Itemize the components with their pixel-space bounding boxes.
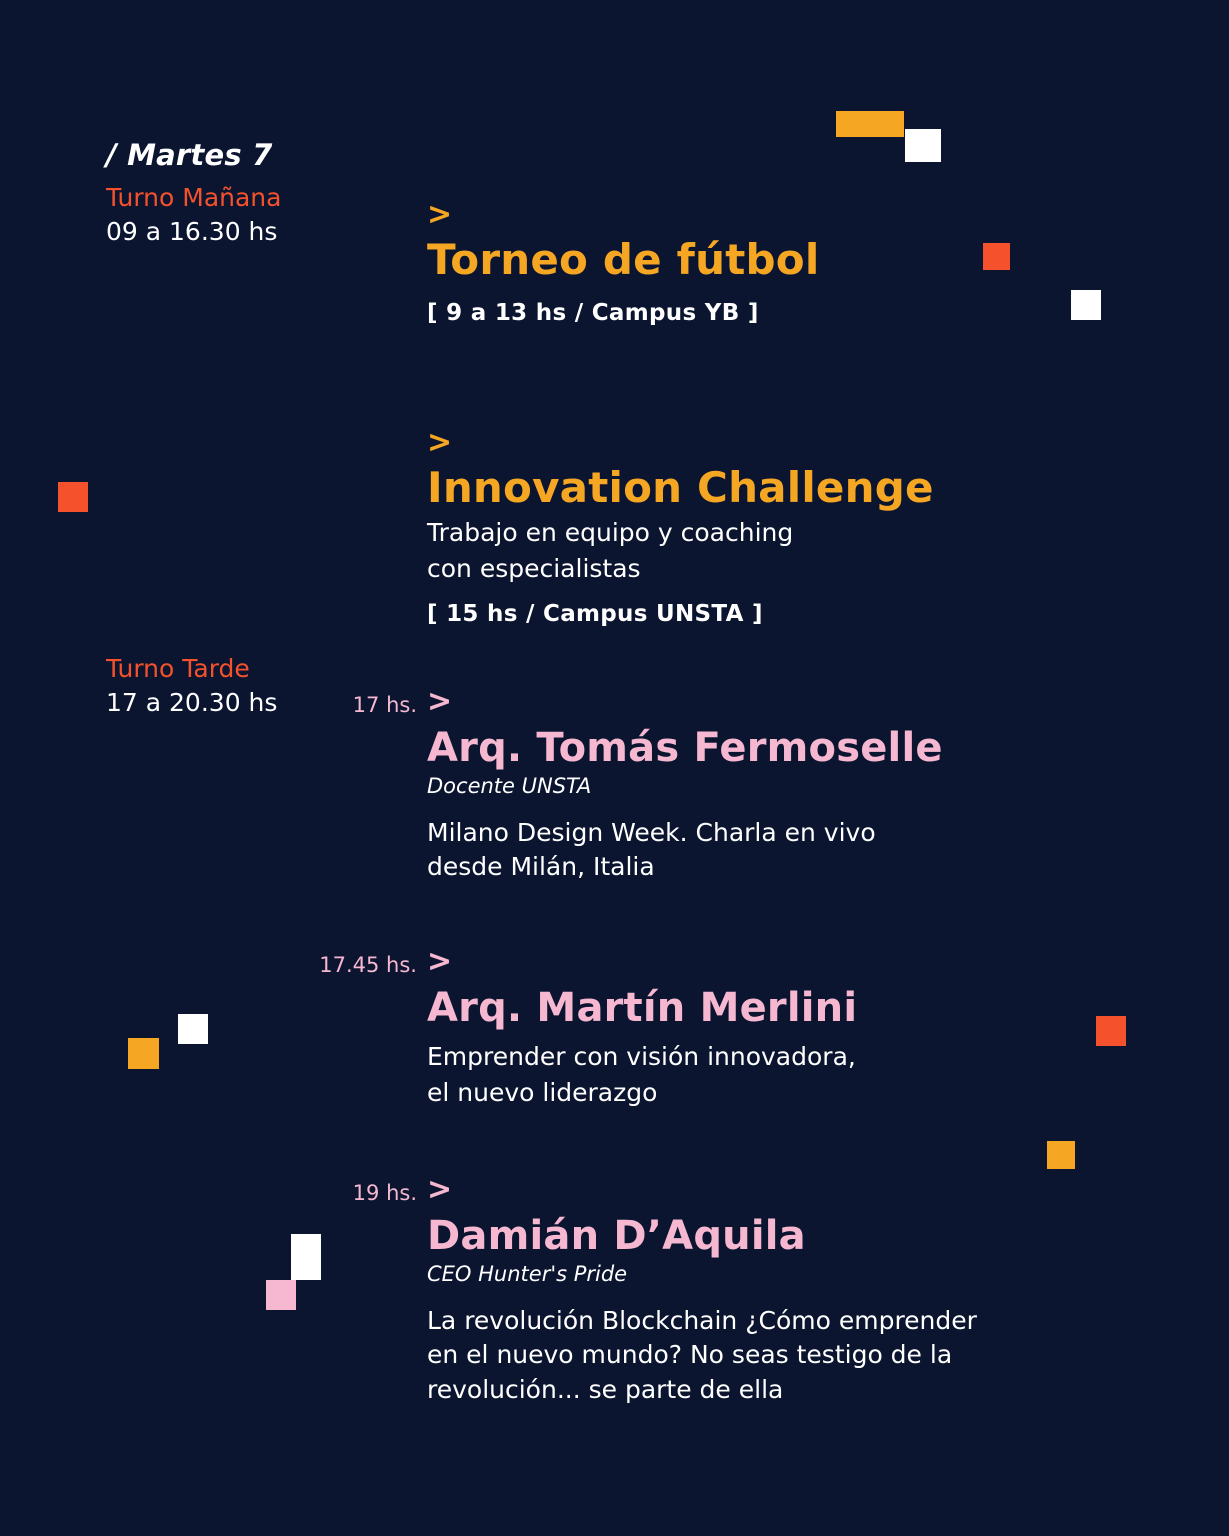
program-item-venue: [ 9 a 13 hs / Campus YB ] xyxy=(427,300,759,327)
square-amber-mid xyxy=(128,1038,159,1069)
program-item-subtitle-line1: Trabajo en equipo y coaching xyxy=(427,517,794,547)
program-item-subtitle-line1: Emprender con visión innovadora, xyxy=(427,1041,856,1071)
program-item-title: Torneo de fútbol xyxy=(427,235,820,284)
chevron-right-icon: > xyxy=(427,197,453,232)
day-title: / Martes 7 xyxy=(106,138,273,172)
square-white-top xyxy=(905,129,941,162)
program-item-title: Damián D’Aquila xyxy=(427,1212,806,1259)
chevron-right-icon: > xyxy=(427,943,453,979)
square-red-mid xyxy=(1096,1016,1126,1046)
program-item-martin-merlini xyxy=(319,943,1087,1109)
program-item-desc-line3: revolución... se parte de ella xyxy=(427,1374,784,1404)
chevron-right-icon: > xyxy=(427,1171,453,1207)
program-item-desc-line2: en el nuevo mundo? No seas testigo de la xyxy=(427,1340,953,1370)
marker-row xyxy=(352,1171,1087,1207)
morning-shift-label: Turno Mañana xyxy=(106,182,282,212)
square-white-lower xyxy=(291,1234,321,1280)
program-item-desc-line2: desde Milán, Italia xyxy=(427,852,655,882)
program-list xyxy=(319,197,1087,1407)
program-item-subtitle-line2: con especialistas xyxy=(427,553,641,583)
program-item-torneo-de-futbol xyxy=(427,197,1087,327)
afternoon-shift-hours: 17 a 20.30 hs xyxy=(106,687,278,717)
program-item-time: 17.45 hs. xyxy=(319,952,417,977)
marker-row xyxy=(319,943,1087,979)
program-item-subtitle-line2: el nuevo liderazgo xyxy=(427,1077,658,1107)
program-item-venue: [ 15 hs / Campus UNSTA ] xyxy=(427,600,763,627)
marker-row xyxy=(427,425,1087,461)
afternoon-shift-label: Turno Tarde xyxy=(106,654,250,683)
program-item-title: Arq. Tomás Fermoselle xyxy=(427,724,943,771)
program-item-desc-line1: Milano Design Week. Charla en vivo xyxy=(427,817,876,847)
program-item-time: 19 hs. xyxy=(352,1180,417,1205)
chevron-right-icon: > xyxy=(427,425,453,461)
marker-row xyxy=(427,197,1087,232)
schedule-morning-block xyxy=(106,138,406,248)
program-item-time: 17 hs. xyxy=(352,692,417,717)
program-item-tomas-fermoselle xyxy=(352,683,1087,885)
marker-row xyxy=(352,683,1087,719)
square-pink-lower xyxy=(266,1280,296,1310)
program-item-role: CEO Hunter's Pride xyxy=(427,1261,628,1286)
program-item-desc-line1: La revolución Blockchain ¿Cómo emprender xyxy=(427,1305,977,1335)
program-item-damian-daquila xyxy=(352,1171,1087,1408)
chevron-right-icon: > xyxy=(427,683,453,719)
square-red-left xyxy=(58,482,88,512)
morning-shift-hours: 09 a 16.30 hs xyxy=(106,216,278,246)
program-item-title: Arq. Martín Merlini xyxy=(427,984,858,1031)
program-item-innovation-challenge xyxy=(427,425,1087,627)
program-item-role: Docente UNSTA xyxy=(427,773,592,798)
square-white-mid xyxy=(178,1014,208,1044)
square-amber-top xyxy=(836,111,904,137)
program-item-title: Innovation Challenge xyxy=(427,463,934,513)
